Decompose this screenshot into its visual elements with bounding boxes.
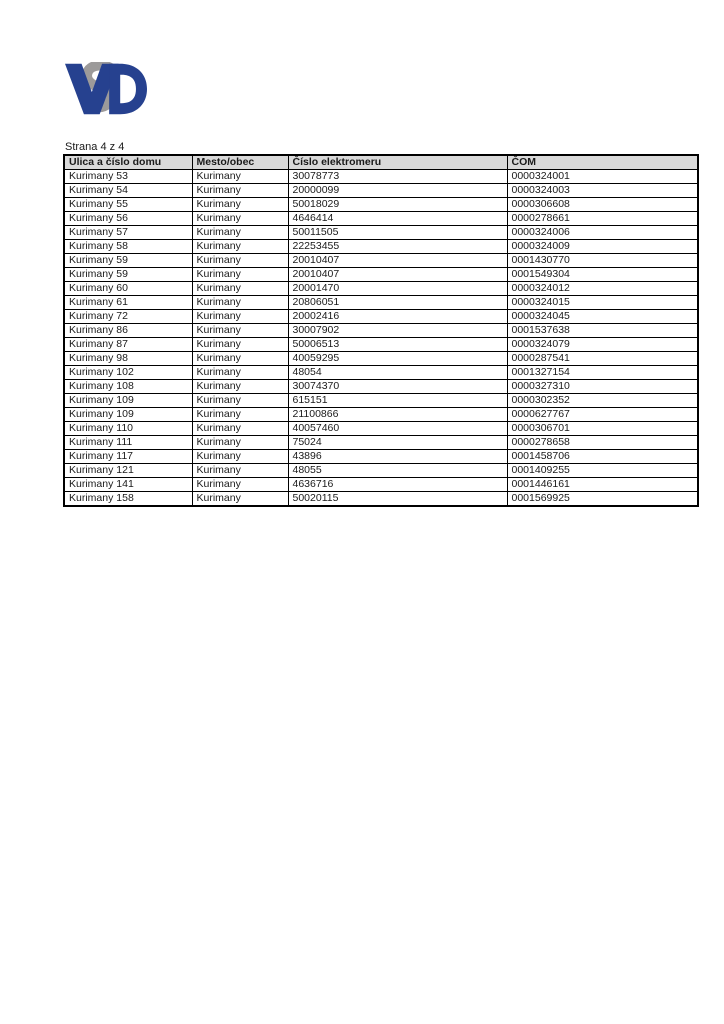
- table-cell: Kurimany: [192, 212, 288, 226]
- table-cell: 40057460: [288, 422, 507, 436]
- table-cell: Kurimany: [192, 352, 288, 366]
- table-row: [64, 352, 698, 366]
- table-row: [64, 198, 698, 212]
- table-cell: Kurimany: [192, 422, 288, 436]
- page-number-label: Strana 4 z 4: [65, 141, 125, 153]
- table-cell: Kurimany: [192, 254, 288, 268]
- table-row: [64, 324, 698, 338]
- table-cell: 22253455: [288, 240, 507, 254]
- table-cell: Kurimany: [192, 338, 288, 352]
- table-row: [64, 380, 698, 394]
- vsd-logo-icon: [65, 62, 147, 116]
- column-header: Ulica a číslo domu: [64, 155, 192, 170]
- table-row: [64, 240, 698, 254]
- table-row: [64, 254, 698, 268]
- table-cell: 0001409255: [507, 464, 698, 478]
- table-cell: 20001470: [288, 282, 507, 296]
- table-row: [64, 422, 698, 436]
- table-cell: Kurimany: [192, 366, 288, 380]
- column-header: Číslo elektromeru: [288, 155, 507, 170]
- table-cell: Kurimany: [192, 240, 288, 254]
- table-cell: Kurimany: [192, 198, 288, 212]
- table-row: [64, 436, 698, 450]
- table-row: [64, 226, 698, 240]
- table-row: [64, 310, 698, 324]
- column-header: Mesto/obec: [192, 155, 288, 170]
- table-cell: Kurimany 56: [64, 212, 192, 226]
- table-cell: Kurimany: [192, 478, 288, 492]
- table-cell: 30078773: [288, 170, 507, 184]
- table-row: [64, 170, 698, 184]
- table-cell: 30007902: [288, 324, 507, 338]
- meter-table-head: [64, 155, 698, 170]
- table-cell: 0000324015: [507, 296, 698, 310]
- table-cell: Kurimany 121: [64, 464, 192, 478]
- table-cell: Kurimany: [192, 268, 288, 282]
- table-cell: Kurimany 55: [64, 198, 192, 212]
- table-cell: Kurimany 108: [64, 380, 192, 394]
- table-cell: 0000324001: [507, 170, 698, 184]
- table-cell: Kurimany: [192, 226, 288, 240]
- table-cell: 40059295: [288, 352, 507, 366]
- table-cell: Kurimany 59: [64, 268, 192, 282]
- table-cell: 0000324012: [507, 282, 698, 296]
- table-cell: 0001458706: [507, 450, 698, 464]
- table-cell: Kurimany 109: [64, 408, 192, 422]
- table-cell: 0000306701: [507, 422, 698, 436]
- table-cell: 615151: [288, 394, 507, 408]
- table-cell: 0000306608: [507, 198, 698, 212]
- table-cell: Kurimany 53: [64, 170, 192, 184]
- table-cell: 0001537638: [507, 324, 698, 338]
- table-row: [64, 184, 698, 198]
- table-cell: 50011505: [288, 226, 507, 240]
- table-cell: 0000627767: [507, 408, 698, 422]
- table-cell: 0000324003: [507, 184, 698, 198]
- table-cell: 0001569925: [507, 492, 698, 507]
- table-cell: 50006513: [288, 338, 507, 352]
- table-row: [64, 492, 698, 507]
- vsd-logo: [65, 62, 147, 116]
- table-cell: Kurimany: [192, 282, 288, 296]
- table-row: [64, 366, 698, 380]
- table-cell: 4636716: [288, 478, 507, 492]
- table-cell: 20010407: [288, 254, 507, 268]
- table-cell: Kurimany 60: [64, 282, 192, 296]
- table-cell: 20002416: [288, 310, 507, 324]
- table-cell: Kurimany: [192, 408, 288, 422]
- table-cell: 0001430770: [507, 254, 698, 268]
- table-row: [64, 296, 698, 310]
- meter-table: [63, 154, 699, 507]
- table-cell: 0000278661: [507, 212, 698, 226]
- table-cell: Kurimany 98: [64, 352, 192, 366]
- table-cell: 21100866: [288, 408, 507, 422]
- table-cell: 30074370: [288, 380, 507, 394]
- table-cell: Kurimany 141: [64, 478, 192, 492]
- table-cell: 50018029: [288, 198, 507, 212]
- table-cell: Kurimany 109: [64, 394, 192, 408]
- table-row: [64, 450, 698, 464]
- table-cell: Kurimany: [192, 394, 288, 408]
- table-cell: 0000327310: [507, 380, 698, 394]
- table-cell: Kurimany 58: [64, 240, 192, 254]
- table-cell: Kurimany 61: [64, 296, 192, 310]
- table-cell: Kurimany 117: [64, 450, 192, 464]
- table-row: [64, 478, 698, 492]
- table-row: [64, 268, 698, 282]
- table-cell: Kurimany: [192, 450, 288, 464]
- table-cell: Kurimany 72: [64, 310, 192, 324]
- table-cell: Kurimany 54: [64, 184, 192, 198]
- table-row: [64, 394, 698, 408]
- table-cell: Kurimany: [192, 296, 288, 310]
- table-cell: Kurimany 87: [64, 338, 192, 352]
- table-cell: Kurimany 57: [64, 226, 192, 240]
- table-cell: 0000324079: [507, 338, 698, 352]
- table-cell: 0000287541: [507, 352, 698, 366]
- table-cell: 50020115: [288, 492, 507, 507]
- table-cell: 0000278658: [507, 436, 698, 450]
- table-cell: 48055: [288, 464, 507, 478]
- table-row: [64, 464, 698, 478]
- table-cell: Kurimany: [192, 380, 288, 394]
- column-header: ČOM: [507, 155, 698, 170]
- header-row: [64, 155, 698, 170]
- table-cell: 20000099: [288, 184, 507, 198]
- table-cell: 0000324045: [507, 310, 698, 324]
- table-cell: Kurimany: [192, 464, 288, 478]
- table-cell: Kurimany: [192, 492, 288, 507]
- table-cell: Kurimany 102: [64, 366, 192, 380]
- table-cell: 20806051: [288, 296, 507, 310]
- table-cell: 0000302352: [507, 394, 698, 408]
- table-cell: 0001446161: [507, 478, 698, 492]
- table-cell: 43896: [288, 450, 507, 464]
- table-cell: Kurimany: [192, 170, 288, 184]
- table-cell: Kurimany 158: [64, 492, 192, 507]
- table-row: [64, 282, 698, 296]
- table-row: [64, 212, 698, 226]
- table-cell: 0000324009: [507, 240, 698, 254]
- table-cell: Kurimany: [192, 324, 288, 338]
- table-cell: Kurimany 111: [64, 436, 192, 450]
- table-cell: 0001549304: [507, 268, 698, 282]
- table-cell: Kurimany: [192, 436, 288, 450]
- table-cell: 75024: [288, 436, 507, 450]
- table-cell: 20010407: [288, 268, 507, 282]
- table-cell: Kurimany: [192, 184, 288, 198]
- table-cell: Kurimany 86: [64, 324, 192, 338]
- table-cell: 0000324006: [507, 226, 698, 240]
- table-row: [64, 408, 698, 422]
- table-cell: Kurimany 59: [64, 254, 192, 268]
- table-body: [64, 170, 698, 507]
- table-cell: 4646414: [288, 212, 507, 226]
- table-cell: 48054: [288, 366, 507, 380]
- table-cell: 0001327154: [507, 366, 698, 380]
- table-cell: Kurimany 110: [64, 422, 192, 436]
- table-cell: Kurimany: [192, 310, 288, 324]
- table-row: [64, 338, 698, 352]
